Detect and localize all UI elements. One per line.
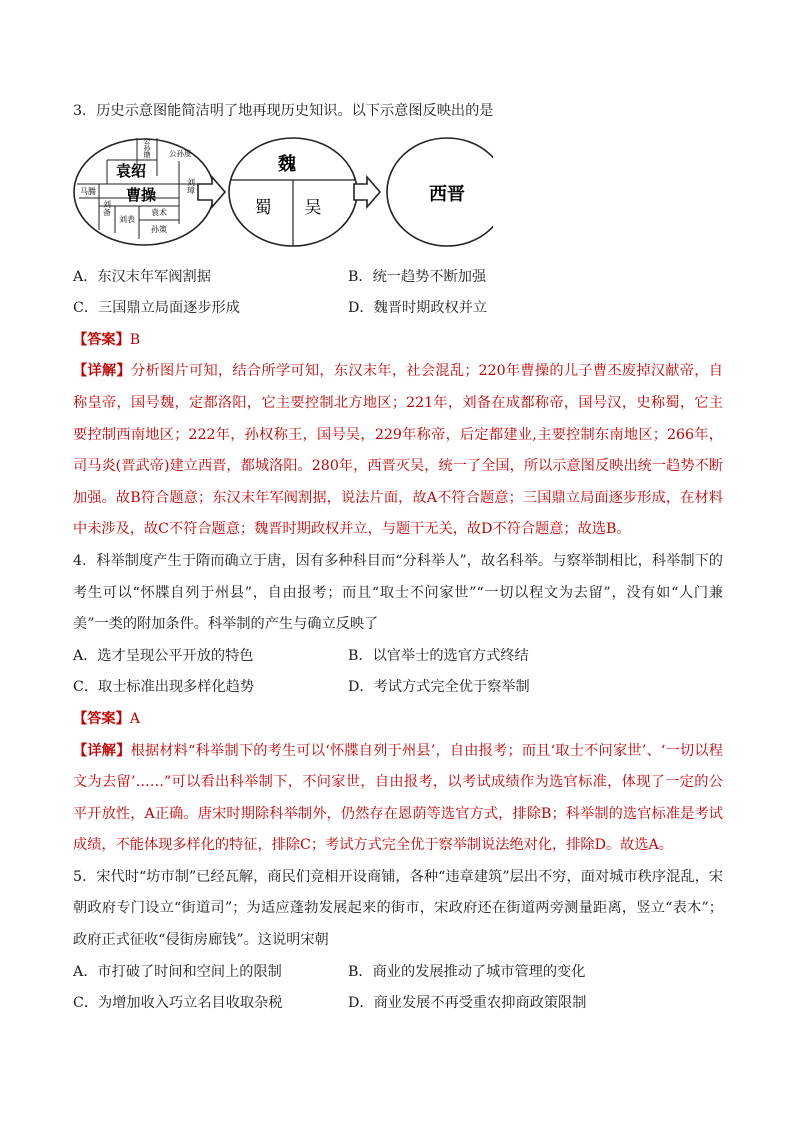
circle-warlords bbox=[74, 137, 214, 245]
q5-option-d[interactable]: D．商业发展不再受重农抑商政策限制 bbox=[348, 995, 587, 1012]
q4-stem: 4．科举制度产生于隋而确立于唐，因有多种科目而“分科举人”，故名科举。与察举制相比，科举制下的考生可以“怀牒自列于州县”，自由报考；而且“取士不问家世”“一切以程文为去留”，没有如“人门兼美”一类的附加条件。科举制的产生与确立反映了 bbox=[73, 552, 723, 633]
label-liuzhang: 刘璋 bbox=[186, 177, 196, 194]
label-sunce: 孙策 bbox=[151, 224, 167, 234]
label-caocao: 曹操 bbox=[125, 185, 157, 204]
q3-diagram bbox=[73, 134, 723, 262]
label-wu: 吴 bbox=[304, 197, 322, 218]
circle-three-kingdoms bbox=[229, 138, 357, 246]
detail-text: 根据材料“科举制下的考生可以‘怀牒自列于州县’，自由报考；而且‘取士不问家世’、‘一切以程文为去留’……”可以看出科举制下，不问家世，自由报考，以考试成绩作为选官标准，体现了一定的公平开放性，A正确。唐宋时期除科举制外，仍然存在恩荫等选官方式，排除B；科举制的选官标准是考试成绩，不能体现多样化的特征，排除C；考试方式完全优于察举制说法绝对化，排除D。故选A。 bbox=[73, 742, 723, 854]
q3-answer bbox=[73, 325, 723, 357]
q4-option-a[interactable]: A．选才呈现公平开放的特色 bbox=[73, 647, 254, 664]
answer-value: B bbox=[129, 331, 141, 348]
q5-options-row1 bbox=[73, 957, 723, 989]
label-xijin: 西晋 bbox=[429, 183, 465, 205]
q3-diagram-svg bbox=[73, 134, 493, 262]
q5-option-c[interactable]: C．为增加收入巧立名目收取杂税 bbox=[73, 995, 283, 1012]
label-yuanshao: 袁绍 bbox=[115, 161, 147, 180]
q4-option-c[interactable]: C．取士标准出现多样化趋势 bbox=[73, 679, 255, 696]
q3-option-c[interactable]: C．三国鼎立局面逐步形成 bbox=[73, 300, 240, 317]
page-content bbox=[73, 96, 723, 1020]
q3-option-d[interactable]: D．魏晋时期政权并立 bbox=[348, 300, 488, 317]
label-mateng: 马腾 bbox=[80, 186, 96, 196]
q4-detail bbox=[73, 736, 723, 862]
label-liubei: 刘备 bbox=[102, 199, 112, 216]
label-wei: 魏 bbox=[278, 153, 296, 175]
answer-tag: 【答案】 bbox=[73, 710, 130, 727]
label-liubiao: 刘表 bbox=[119, 214, 135, 224]
q4-options-row1 bbox=[73, 641, 723, 673]
answer-tag: 【答案】 bbox=[73, 331, 130, 348]
label-yuanshu: 袁术 bbox=[151, 207, 167, 217]
q4-answer bbox=[73, 704, 723, 736]
circle-western-jin bbox=[387, 138, 493, 246]
q3-options-row1 bbox=[73, 262, 723, 294]
q5-option-b[interactable]: B．商业的发展推动了城市管理的变化 bbox=[348, 963, 586, 980]
q3-option-a[interactable]: A．东汉末年军阀割据 bbox=[73, 268, 211, 285]
arrow-icon bbox=[354, 177, 380, 207]
q5-options-row2 bbox=[73, 988, 723, 1020]
label-gongsunzan: 公孙瓒 bbox=[143, 137, 151, 159]
label-shu: 蜀 bbox=[254, 197, 272, 218]
answer-value: A bbox=[129, 710, 141, 727]
q4-options-row2 bbox=[73, 672, 723, 704]
q4-option-d[interactable]: D．考试方式完全优于察举制 bbox=[348, 679, 530, 696]
label-gongsundu: 公孙度 bbox=[169, 148, 192, 158]
q5-option-a[interactable]: A．市打破了时间和空间上的限制 bbox=[73, 963, 282, 980]
q5-stem: 5．宋代时“坊市制”已经瓦解，商民们竞相开设商铺，各种“违章建筑”层出不穷，面对城市秩序混乱，宋朝政府专门设立“街道司”；为适应蓬勃发展起来的街市，宋政府还在街道两旁测量距离，竖立“表木”；政府正式征收“侵街房廊钱”。这说明宋朝 bbox=[73, 868, 723, 949]
q3-option-b[interactable]: B．统一趋势不断加强 bbox=[348, 268, 487, 285]
detail-tag: 【详解】 bbox=[73, 363, 131, 380]
detail-text: 分析图片可知，结合所学可知，东汉末年，社会混乱；220年曹操的儿子曹丕废掉汉献帝，自称皇帝，国号魏，定都洛阳，它主要控制北方地区；221年，刘备在成都称帝，国号汉，史称蜀，它主要控制西南地区；222年，孙权称王，国号吴，229年称帝，后定都建业,主要控制东南地区；266年，司马炎(晋武帝)建立西晋，都城洛阳。280年，西晋灭吴，统一了全国，所以示意图反映出统一趋势不断加强。故B符合题意；东汉末年军阀割据，说法片面，故A不符合题意；三国鼎立局面逐步形成，在材料中未涉及，故C不符合题意；魏晋时期政权并立，与题干无关，故D不符合题意；故选B。 bbox=[73, 363, 723, 538]
q3-stem: 3．历史示意图能简洁明了地再现历史知识。以下示意图反映出的是 bbox=[73, 103, 494, 119]
detail-tag: 【详解】 bbox=[73, 742, 131, 759]
q3-options-row2 bbox=[73, 293, 723, 325]
q4-option-b[interactable]: B．以官举士的选官方式终结 bbox=[348, 647, 529, 664]
q3-detail bbox=[73, 356, 723, 546]
